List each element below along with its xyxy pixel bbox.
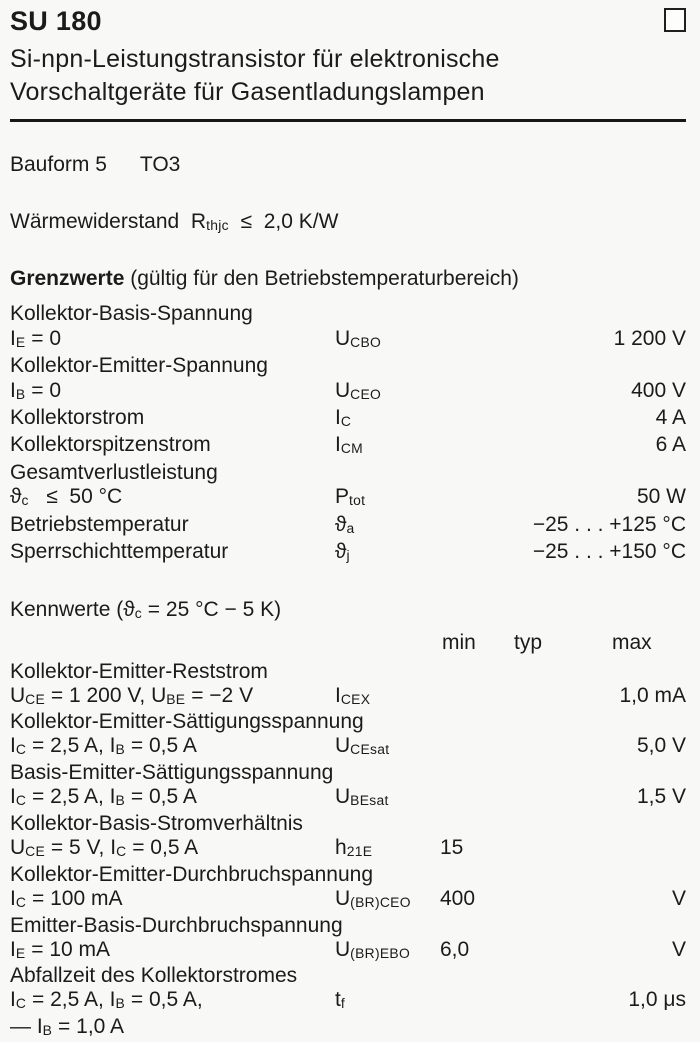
subscript: C — [15, 995, 27, 1012]
row-value-max: 1,5 V — [636, 785, 686, 809]
row-label: Basis-Emitter-Sättigungsspannung — [10, 761, 334, 785]
kennwerte-column-header — [10, 631, 686, 655]
subscript: C — [15, 791, 27, 808]
kennwerte-heading — [10, 598, 686, 622]
row-symbol: ICEX — [335, 683, 371, 707]
row-value: 400 V — [631, 378, 686, 402]
subscript: C — [116, 842, 127, 859]
row-label: Abfallzeit des Kollektorstromes — [10, 964, 298, 988]
row-label: Gesamtverlustleistung — [10, 460, 218, 484]
row-value-max: V — [671, 937, 686, 961]
row-label: Kollektor-Emitter-Durchbruchspannung — [10, 862, 373, 886]
row-value-max: 1,0 mA — [619, 683, 686, 707]
kennwerte-table — [10, 660, 686, 1042]
subscript: tot — [349, 492, 366, 509]
row-label: IC = 2,5 A, IB = 0,5 A, — [10, 988, 203, 1012]
table-row — [10, 433, 686, 460]
subscript: a — [346, 519, 355, 536]
subscript: CE — [25, 842, 46, 859]
package-label: Bauform 5 — [10, 153, 107, 176]
table-row — [10, 379, 686, 406]
row-label: IB = 0 — [10, 378, 62, 402]
row-symbol: UCBO — [335, 326, 382, 350]
row-symbol: tf — [335, 988, 345, 1012]
table-row — [10, 660, 686, 684]
row-label: IE = 10 mA — [10, 937, 111, 961]
row-label: Kollektor-Emitter-Reststrom — [10, 659, 268, 683]
row-label: Betriebstemperatur — [10, 512, 189, 536]
row-symbol: h21E — [335, 835, 373, 859]
row-symbol: ϑj — [335, 540, 350, 564]
row-symbol: UCEO — [335, 378, 382, 402]
kennwerte-heading-note: (ϑc = 25 °C − 5 K) — [110, 597, 282, 621]
table-row — [10, 836, 686, 863]
subscript: CEO — [350, 385, 382, 402]
row-symbol: ICM — [335, 433, 363, 457]
row-label: IE = 0 — [10, 326, 62, 350]
subscript: 21E — [346, 842, 373, 859]
subscript: c — [134, 604, 142, 621]
row-value-min: 400 — [440, 886, 476, 910]
table-row — [10, 540, 686, 567]
row-value: 1 200 V — [613, 326, 686, 350]
table-row — [10, 684, 686, 711]
subscript: B — [15, 385, 26, 402]
subscript: CEX — [340, 690, 371, 707]
subscript: thjc — [206, 216, 229, 233]
table-row — [10, 485, 686, 512]
row-symbol: ϑa — [335, 512, 355, 536]
row-value: −25 . . . +150 °C — [532, 540, 686, 564]
subscript: c — [21, 492, 29, 509]
row-value-min: 15 — [440, 835, 464, 859]
table-row — [10, 406, 686, 433]
table-row — [10, 1015, 686, 1042]
table-row — [10, 812, 686, 836]
row-value: 50 W — [636, 485, 686, 509]
subscript: B — [115, 995, 126, 1012]
subscript: CBO — [350, 333, 382, 350]
table-row — [10, 785, 686, 812]
subscript: f — [340, 995, 345, 1012]
thermal-resistance-line: Wärmewiderstand Rthjc ≤ 2,0 K/W — [10, 210, 339, 233]
row-symbol: IC — [335, 405, 352, 429]
grenzwerte-heading-note: (gültig für den Betriebstemperaturbereich) — [124, 267, 519, 290]
row-label: IC = 2,5 A, IB = 0,5 A — [10, 734, 197, 758]
row-value-max: 5,0 V — [636, 734, 686, 758]
grenzwerte-heading-title: Grenzwerte — [10, 267, 125, 290]
table-row — [10, 461, 686, 486]
table-row — [10, 354, 686, 379]
row-symbol: UBEsat — [335, 785, 389, 809]
subscript: B — [42, 1021, 53, 1038]
row-label: IC = 100 mA — [10, 886, 123, 910]
subscript: C — [15, 741, 27, 758]
row-label: Kollektor-Emitter-Sättigungsspannung — [10, 710, 364, 734]
column-header-max: max — [612, 630, 652, 654]
grenzwerte-table — [10, 302, 686, 568]
table-row — [10, 761, 686, 785]
row-value-min: 6,0 — [440, 937, 470, 961]
title-bar — [10, 6, 686, 36]
subscript: BEsat — [350, 791, 389, 808]
row-symbol: Ptot — [335, 485, 366, 509]
subscript: CE — [25, 690, 46, 707]
subscript: B — [115, 791, 126, 808]
row-symbol: U(BR)CEO — [335, 886, 411, 910]
row-symbol: UCEsat — [335, 734, 390, 758]
table-row — [10, 302, 686, 327]
row-label: — IB = 1,0 A — [10, 1015, 125, 1039]
package-value: TO3 — [139, 153, 181, 176]
page-title: SU 180 — [10, 6, 102, 36]
table-row — [10, 887, 686, 914]
row-label: Kollektorstrom — [10, 405, 145, 429]
table-row — [10, 710, 686, 734]
subtitle — [10, 43, 686, 109]
column-header-typ: typ — [514, 630, 543, 654]
subscript: (BR)EBO — [350, 944, 411, 961]
subtitle-line-1: Si-npn-Leistungstransistor für elektronische — [10, 45, 500, 73]
table-row — [10, 914, 686, 938]
table-row — [10, 964, 686, 988]
package-info — [10, 153, 686, 177]
subscript: C — [15, 893, 27, 910]
row-label: Kollektor-Emitter-Spannung — [10, 353, 268, 377]
row-symbol: U(BR)EBO — [335, 937, 411, 961]
row-label: Kollektor-Basis-Spannung — [10, 302, 253, 325]
row-value-max: V — [671, 886, 686, 910]
row-label: UCE = 1 200 V, UBE = −2 V — [10, 683, 254, 707]
row-label: ϑc ≤ 50 °C — [10, 485, 123, 509]
row-label: Sperrschichttemperatur — [10, 540, 229, 564]
subtitle-line-2: Vorschaltgeräte für Gasentladungslampen — [10, 78, 485, 106]
column-header-min: min — [442, 630, 476, 654]
subscript: E — [15, 944, 26, 961]
kennwerte-heading-title: Kennwerte — [10, 597, 111, 621]
row-label: UCE = 5 V, IC = 0,5 A — [10, 835, 199, 859]
grenzwerte-heading — [10, 267, 686, 291]
table-row — [10, 863, 686, 887]
table-row — [10, 513, 686, 540]
corner-checkbox-icon — [664, 8, 686, 32]
subscript: j — [346, 546, 350, 563]
subscript: (BR)CEO — [350, 893, 411, 910]
subscript: BE — [166, 690, 186, 707]
subscript: CEsat — [350, 741, 390, 758]
subscript: E — [15, 333, 26, 350]
table-row — [10, 988, 686, 1015]
row-label: Emitter-Basis-Durchbruchspannung — [10, 913, 343, 937]
horizontal-rule — [10, 119, 686, 122]
subscript: C — [340, 412, 352, 429]
row-value-max: 1,0 μs — [628, 988, 686, 1012]
row-value: −25 . . . +125 °C — [532, 512, 686, 536]
table-row — [10, 734, 686, 761]
subscript: B — [115, 741, 126, 758]
row-value: 4 A — [655, 405, 686, 429]
row-label: Kollektor-Basis-Stromverhältnis — [10, 811, 303, 835]
table-row — [10, 327, 686, 354]
subscript: CM — [340, 440, 363, 457]
row-value: 6 A — [655, 433, 686, 457]
row-label: IC = 2,5 A, IB = 0,5 A — [10, 785, 197, 809]
row-label: Kollektorspitzenstrom — [10, 433, 211, 457]
table-row — [10, 938, 686, 965]
